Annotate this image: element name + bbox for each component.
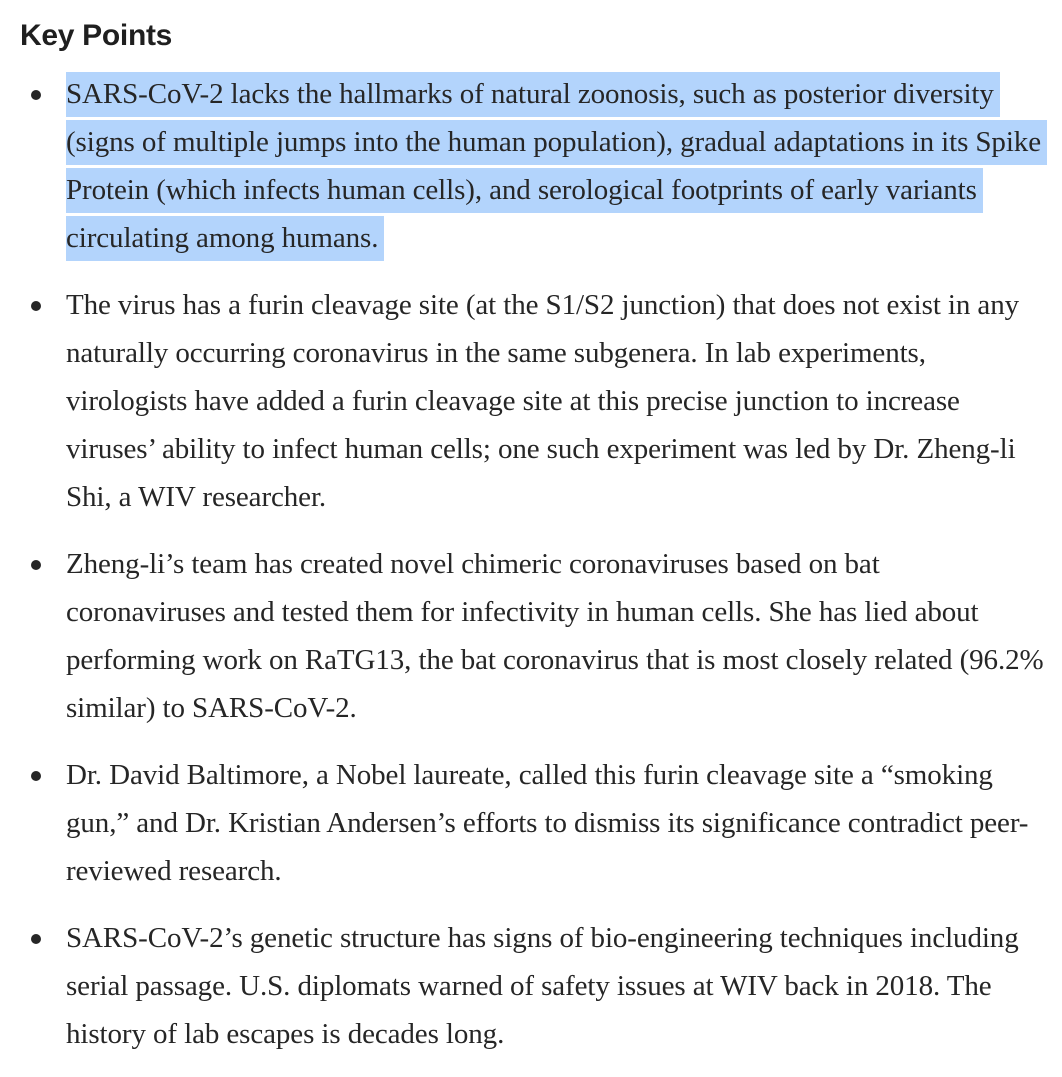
key-point-text: Dr. David Baltimore, a Nobel laureate, called this furin cleavage site a “smoking gun,” and Dr. Kristian Andersen’s efforts to dismiss its significance contradict peer-reviewed research. — [66, 759, 1029, 887]
key-point-item — [0, 914, 1046, 1058]
section-heading: Key Points — [20, 19, 173, 52]
key-point-text: Zheng-li’s team has created novel chimeric coronaviruses based on bat coronaviruses and tested them for infectivity in human cells. She has lied about performing work on RaTG13, the bat coronavirus that is most closely related (96.2% similar) to SARS-CoV-2. — [66, 548, 1044, 724]
key-point-item — [0, 540, 1046, 732]
key-point-text: The virus has a furin cleavage site (at the S1/S2 junction) that does not exist in any naturally occurring coronavirus in the same subgenera. In lab experiments, virologists have added a furin cleavage site at this precise junction to increase viruses’ ability to infect human cells; one such experiment was led by Dr. Zheng-li Shi, a WIV researcher. — [66, 289, 1020, 513]
bullet-dot-icon — [31, 934, 41, 944]
bullet-dot-icon — [31, 771, 41, 781]
key-point-item — [0, 70, 1046, 262]
key-point-item — [0, 281, 1046, 521]
key-points-list — [0, 70, 1062, 1077]
selected-text[interactable]: SARS-CoV-2 lacks the hallmarks of natural zoonosis, such as posterior diversity (signs of multiple jumps into the human population), gradual adaptations in its Spike Protein (which infects human cells), and serological footprints of early variants circulating among humans. — [66, 72, 1047, 261]
key-point-item — [0, 751, 1046, 895]
bullet-dot-icon — [31, 560, 41, 570]
bullet-dot-icon — [31, 301, 41, 311]
bullet-dot-icon — [31, 90, 41, 100]
key-point-text: SARS-CoV-2’s genetic structure has signs of bio-engineering techniques including serial passage. U.S. diplomats warned of safety issues at WIV back in 2018. The history of lab escapes is decades long. — [66, 922, 1019, 1050]
